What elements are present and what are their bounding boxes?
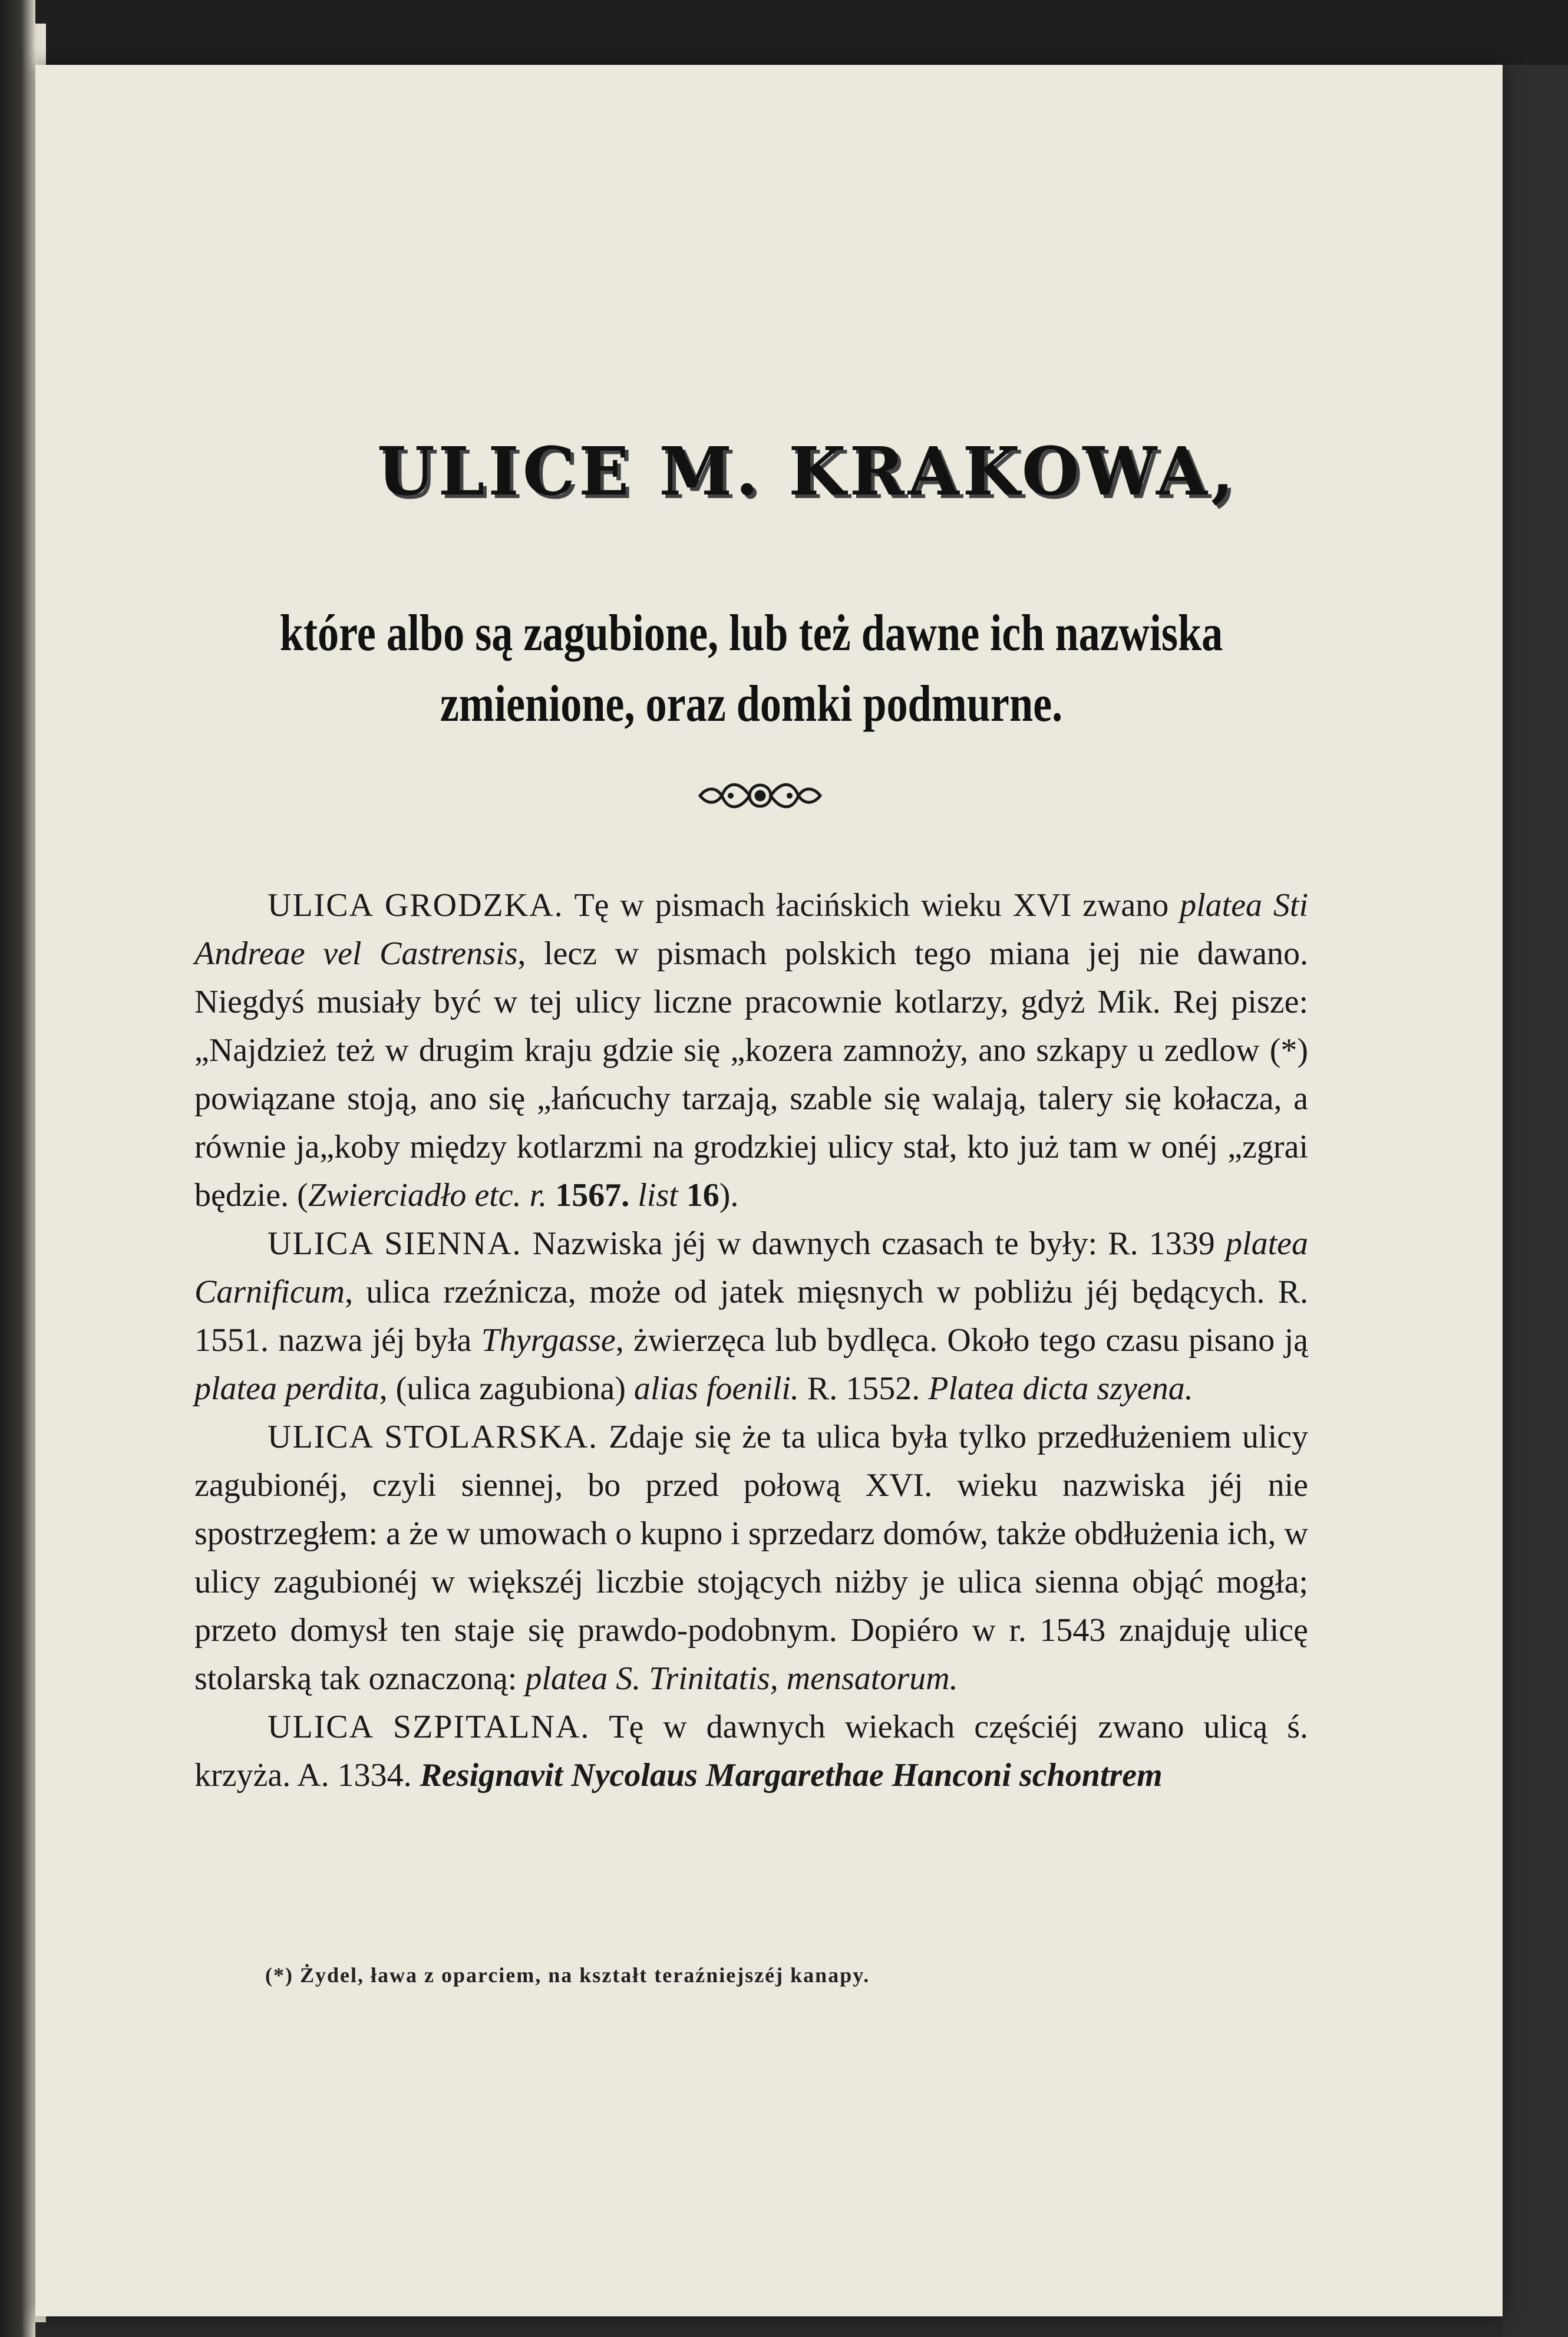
paragraph-heading: ULICA GRODZKA.: [268, 887, 564, 924]
paragraph-grodzka: [194, 881, 1308, 1219]
paragraph-sienna: [194, 1219, 1308, 1413]
text-run: , (ulica zagubiona): [379, 1370, 634, 1407]
text-run: , lecz w pismach polskich tego miana jej nie dawano. Niegdyś musiały być w tej ulicy liczne pracownie kotlarzy, gdyż Mik. Rej pisze: „Najdzież też w drugim kraju gdzie się „kozera zamnoży, ano szkapy u zedlow (*) powiązane stoją, ano się „łańcuchy tarzają, szable się walają, talery się kołacza, a równie ja„koby między kotlarzmi na grodzkiej ulicy stał, kto już tam w onéj „zgrai będzie. (: [194, 935, 1308, 1214]
subtitle-line-1: które albo są zagubione, lub też dawne ich nazwiska: [279, 605, 1223, 662]
page-title: [271, 433, 1343, 533]
footnote: (*) Żydel, ława z oparciem, na kształt teraźniejszéj kanapy.: [265, 1963, 870, 1987]
italic-run: Zwierciadło etc. r.: [308, 1177, 547, 1214]
italic-run: platea Sti Andreae vel Castrensis: [194, 887, 1309, 972]
paragraph-heading: ULICA SIENNA.: [268, 1225, 522, 1262]
text-run: , ulica rzeźnicza, może od jatek mięsnych w pobliżu jéj będących. R. 1551. nazwa jéj była: [194, 1274, 1308, 1359]
text-run: , żwierzęca lub bydlęca. Około tego czasu pisano ją: [615, 1322, 1308, 1359]
right-backdrop: [1503, 65, 1568, 2337]
italic-run: platea S. Trinitatis, mensatorum.: [525, 1660, 958, 1697]
italic-run: Resignavit Nycolaus Margarethae Hanconi schontrem: [420, 1757, 1163, 1794]
italic-run: Thyrgasse: [481, 1322, 616, 1359]
bold-run: 16: [678, 1177, 719, 1214]
italic-run: alias foenili.: [633, 1370, 799, 1407]
body-text: [194, 881, 1308, 1799]
backdrop: [0, 0, 1568, 71]
paragraph-heading: ULICA STOLARSKA.: [268, 1419, 598, 1455]
page-title-text: ULICE M. KRAKOWA,: [377, 433, 1237, 510]
italic-run: Platea dicta szyena.: [928, 1370, 1193, 1407]
text-run: Zdaje się że ta ulica była tylko przedłużeniem ulicy zagubionéj, czyli siennej, bo przed połową XVI. wieku nazwiska jéj nie spostrzegłem: a że w umowach o kupno i sprzedarz domów, także obdłużenia ich, w ulicy zagubionéj w większéj liczbie stojących niżby je ulica sienna objąć mogła; przeto domysł ten staje się prawdo-podobnym. Dopiéro w r. 1543 znajduję ulicę stolarską tak oznaczoną:: [194, 1419, 1308, 1697]
italic-run: platea perdita: [194, 1370, 379, 1407]
text-run: Tę w dawnych wiekach częściéj zwano ulicą ś. krzyża. A. 1334.: [194, 1709, 1309, 1794]
bold-run: 1567.: [547, 1177, 638, 1214]
ornament-divider: [695, 772, 825, 819]
italic-run: list: [638, 1177, 678, 1214]
paragraph-heading: ULICA SZPITALNA.: [268, 1709, 590, 1745]
italic-run: platea Carnificum: [194, 1225, 1308, 1310]
text-run: Nazwiska jéj w dawnych czasach te były: R. 1339: [521, 1225, 1226, 1262]
paragraph-stolarska: [194, 1413, 1308, 1703]
subtitle-line-2: zmienione, oraz domki podmurne.: [440, 675, 1063, 733]
book-cover-edge: [0, 0, 35, 2337]
text-run: ).: [719, 1177, 739, 1214]
paragraph-szpitalna: [194, 1703, 1308, 1799]
page-subtitle: [266, 598, 1237, 740]
text-run: R. 1552.: [798, 1370, 929, 1407]
text-run: Tę w pismach łacińskich wieku XVI zwano: [563, 887, 1180, 924]
